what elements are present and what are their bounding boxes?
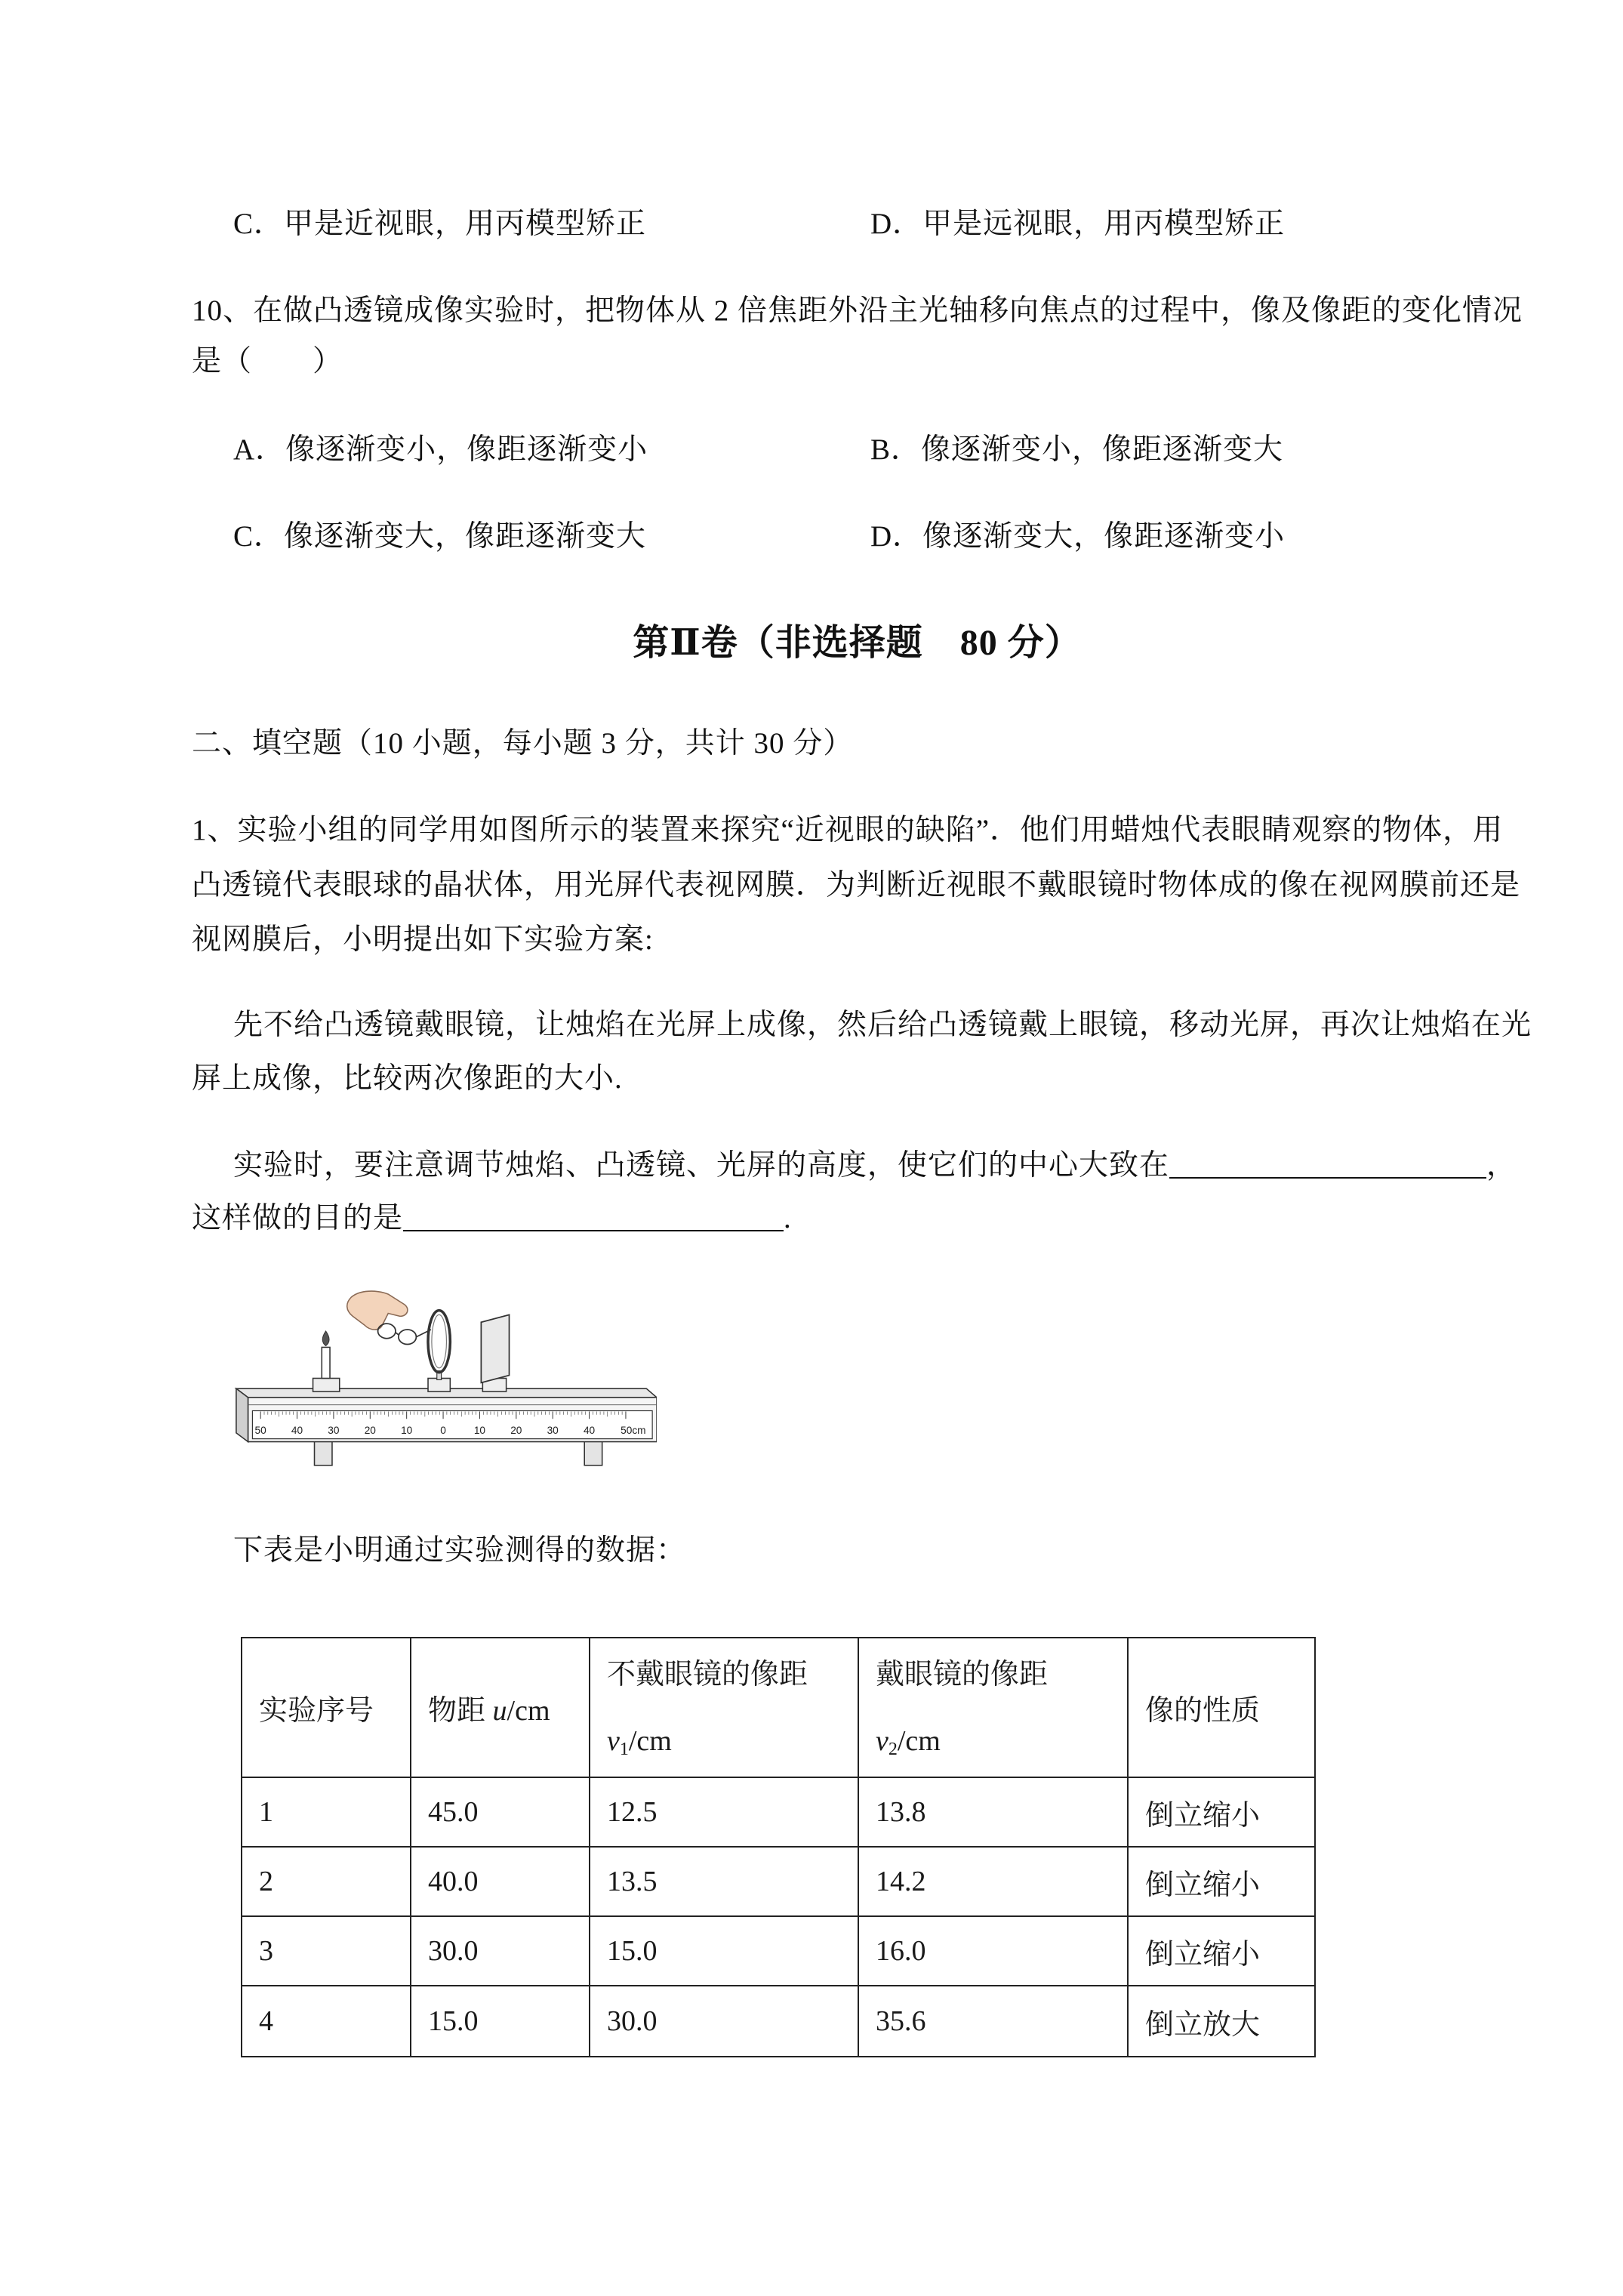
header-trial-number: 实验序号 [242,1638,411,1777]
convex-lens [428,1311,450,1373]
table-cell: 15.0 [590,1916,858,1986]
header-v2-unit: /cm [897,1724,941,1757]
table-row [242,1986,1315,2057]
table-cell: 12.5 [590,1777,858,1847]
header-object-distance-var: u [492,1695,507,1727]
prev-question-option-d: D．甲是远视眼，用丙模型矫正 [870,208,1286,240]
table-cell: 1 [242,1777,411,1847]
candle [322,1347,330,1378]
scale-label: 50cm [621,1424,646,1436]
scale-label: 40 [291,1424,303,1436]
table-cell: 30.0 [411,1916,590,1986]
bench-leg-left [315,1441,332,1465]
q10-stem-line-2: 是（ ） [192,345,343,378]
header-object-distance [411,1638,590,1777]
header-v2-symbol [876,1708,1127,1774]
table-cell: 35.6 [858,1986,1128,2057]
scale-label: 10 [473,1424,486,1436]
apparatus-figure [233,1288,657,1469]
table-row [242,1777,1315,1847]
hand [347,1291,408,1330]
scale-label: 20 [364,1424,376,1436]
header-v2-var: v [876,1724,888,1757]
table-cell: 倒立缩小 [1128,1777,1315,1847]
scale-label: 20 [510,1424,522,1436]
q1-blank-line-1-end: ， [1486,1149,1517,1182]
table-row [242,1847,1315,1916]
table-cell: 2 [242,1847,411,1916]
lens-holder [428,1379,450,1392]
header-image-distance-with-glasses [858,1638,1128,1777]
scale-label: 40 [583,1424,596,1436]
scale-label: 0 [440,1424,446,1436]
header-v2-sub: 2 [888,1739,898,1759]
q10-option-a: A．像逐渐变小，像距逐渐变小 [233,433,648,466]
q1-blank-line-1-text: 实验时，要注意调节烛焰、凸透镜、光屏的高度，使它们的中心大致在 [233,1149,1170,1182]
table-cell: 13.5 [590,1847,858,1916]
q10-option-b: B．像逐渐变小，像距逐渐变大 [870,433,1284,466]
q1-plan-line-2: 屏上成像，比较两次像距的大小. [192,1062,623,1095]
q10-option-d: D．像逐渐变大，像距逐渐变小 [870,520,1286,553]
table-cell: 40.0 [411,1847,590,1916]
table-cell: 倒立放大 [1128,1986,1315,2057]
q1-blank-line-1 [233,1151,1517,1181]
table-cell: 16.0 [858,1916,1128,1986]
table-cell: 倒立缩小 [1128,1916,1315,1986]
candle-flame [322,1331,329,1346]
scale-label: 10 [401,1424,413,1436]
header-image-nature: 像的性质 [1128,1638,1315,1777]
header-v1-label: 不戴眼镜的像距 [607,1658,808,1690]
header-image-distance-without-glasses [590,1638,858,1777]
light-screen [481,1314,509,1382]
eyeglasses [378,1324,431,1344]
q10-stem-line-1: 10、在做凸透镜成像实验时，把物体从 2 倍焦距外沿主光轴移向焦点的过程中，像及像距的变化情况 [192,294,1523,327]
header-object-distance-label: 物距 [428,1695,493,1727]
header-v2-label: 戴眼镜的像距 [876,1658,1049,1690]
table-header-row [242,1638,1315,1777]
header-object-distance-unit: /cm [507,1695,550,1727]
table-cell: 倒立缩小 [1128,1847,1315,1916]
q1-intro-line-3: 视网膜后，小明提出如下实验方案: [192,923,654,956]
scale-label: 50 [254,1424,266,1436]
scale-label: 30 [547,1424,559,1436]
q1-blank-line-2-end: . [784,1202,792,1234]
candle-holder [313,1379,340,1392]
table-cell: 4 [242,1986,411,2057]
table-cell: 3 [242,1916,411,1986]
header-v1-symbol [607,1708,858,1774]
q1-intro-line-1: 1、实验小组的同学用如图所示的装置来探究“近视眼的缺陷”．他们用蜡烛代表眼睛观察的物体，用 [192,814,1504,846]
bench-leg-right [584,1441,602,1465]
prev-question-option-c: C．甲是近视眼，用丙模型矫正 [233,208,647,240]
q10-option-c: C．像逐渐变大，像距逐渐变大 [233,520,647,553]
table-cell: 30.0 [590,1986,858,2057]
answer-blank-2 [403,1204,784,1231]
header-v1-sub: 1 [619,1739,629,1759]
header-v1-var: v [607,1724,620,1757]
table-cell: 45.0 [411,1777,590,1847]
data-table [241,1637,1316,2057]
q1-blank-line-2 [192,1203,792,1234]
table-cell: 14.2 [858,1847,1128,1916]
table-cell: 13.8 [858,1777,1128,1847]
q1-intro-line-2: 凸透镜代表眼球的晶状体，用光屏代表视网膜．为判断近视眼不戴眼镜时物体成的像在视网膜前还是 [192,869,1521,901]
table-cell: 15.0 [411,1986,590,2057]
answer-blank-1 [1169,1151,1486,1179]
section2-heading: 二、填空题（10 小题，每小题 3 分，共计 30 分） [192,727,854,760]
scale-label: 30 [328,1424,340,1436]
part2-heading: 第Ⅱ卷（非选择题 80 分） [633,623,1082,663]
q1-blank-line-2-text: 这样做的目的是 [192,1202,404,1234]
q1-plan-line-1: 先不给凸透镜戴眼镜，让烛焰在光屏上成像，然后给凸透镜戴上眼镜，移动光屏，再次让烛焰在光 [233,1009,1532,1041]
table-row [242,1916,1315,1986]
table-intro: 下表是小明通过实验测得的数据： [233,1534,687,1567]
header-v1-unit: /cm [628,1724,672,1757]
